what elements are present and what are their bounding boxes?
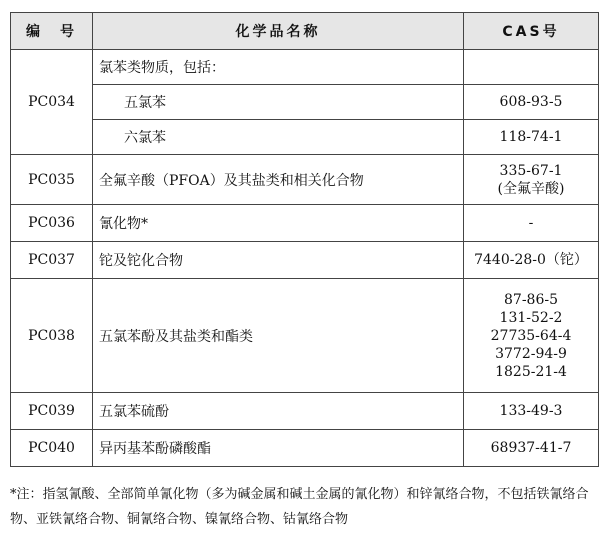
table-row-pc039 [11, 393, 599, 430]
row-cas-number [464, 50, 599, 85]
row-code: PC039 [11, 393, 93, 430]
row-chemical-name: 五氯苯酚及其盐类和酯类 [93, 279, 464, 393]
cas-value: 133-49-3 [499, 403, 563, 419]
cas-note: (全氟辛酸) [497, 180, 565, 197]
row-code: PC034 [11, 50, 93, 155]
row-chemical-name: 全氟辛酸（PFOA）及其盐类和相关化合物 [93, 155, 464, 205]
cas-value: - [528, 215, 534, 231]
row-chemical-name: 铊及铊化合物 [93, 242, 464, 279]
row-code: PC038 [11, 279, 93, 393]
chemical-list-table [10, 12, 599, 467]
header-cas-number: CAS号 [464, 13, 599, 50]
row-code: PC036 [11, 205, 93, 242]
row-cas-number [464, 120, 599, 155]
row-chemical-name: 氯苯类物质，包括： [93, 50, 464, 85]
row-chemical-name: 五氯苯硫酚 [93, 393, 464, 430]
cas-value: 608-93-5 [499, 94, 563, 110]
table-row-pc034-sub-1 [11, 85, 599, 120]
cas-value: 27735-64-4 [490, 327, 572, 344]
cas-value: 68937-41-7 [490, 440, 572, 456]
header-code: 编 号 [11, 13, 93, 50]
row-code: PC040 [11, 430, 93, 467]
table-row-pc036 [11, 205, 599, 242]
footnote: *注：指氢氰酸、全部简单氰化物（多为碱金属和碱土金属的氰化物）和锌氰络合物，不包括铁氰络合物、亚铁氰络合物、铜氰络合物、镍氰络合物、钴氰络合物 [10, 487, 589, 527]
row-chemical-name: 六氯苯 [93, 120, 464, 155]
row-cas-number [464, 242, 599, 279]
row-chemical-name: 氰化物* [93, 205, 464, 242]
table-row-pc038 [11, 279, 599, 393]
row-cas-number [464, 205, 599, 242]
row-code: PC035 [11, 155, 93, 205]
row-cas-number [464, 279, 599, 393]
cas-value: 131-52-2 [499, 309, 563, 326]
table-header-row [11, 13, 599, 50]
row-code: PC037 [11, 242, 93, 279]
cas-value: 87-86-5 [504, 291, 558, 308]
row-chemical-name: 五氯苯 [93, 85, 464, 120]
table-row-pc034-group [11, 50, 599, 85]
row-cas-number [464, 85, 599, 120]
cas-value: 7440-28-0（铊） [474, 252, 588, 268]
cas-value: 3772-94-9 [495, 345, 567, 362]
table-row-pc037 [11, 242, 599, 279]
cas-value: 335-67-1 [499, 162, 563, 179]
row-cas-number [464, 393, 599, 430]
table-row-pc034-sub-2 [11, 120, 599, 155]
row-cas-number [464, 155, 599, 205]
table-row-pc040 [11, 430, 599, 467]
row-chemical-name: 异丙基苯酚磷酸酯 [93, 430, 464, 467]
row-cas-number [464, 430, 599, 467]
cas-value: 118-74-1 [499, 129, 563, 145]
table-row-pc035 [11, 155, 599, 205]
cas-value: 1825-21-4 [495, 363, 567, 380]
header-chemical-name: 化学品名称 [93, 13, 464, 50]
